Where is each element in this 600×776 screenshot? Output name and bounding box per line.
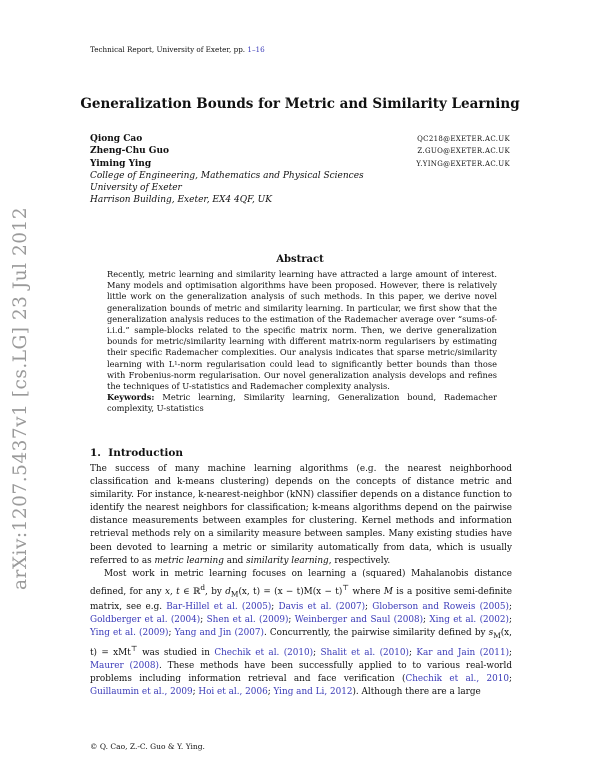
author-block [90, 133, 364, 207]
affiliation-line: University of Exeter [90, 183, 182, 194]
citation-link[interactable]: Maurer (2008) [90, 660, 159, 671]
citation-link[interactable]: Guillaumin et al., 2009 [90, 686, 193, 697]
citation-link[interactable]: Goldberger et al. (2004) [90, 614, 201, 625]
section-heading [90, 447, 183, 459]
keywords-text: Metric learning, Similarity learning, Generalization bound, Rademacher complexity, U-statistics [107, 392, 497, 414]
copyright-footer: © Q. Cao, Z.-C. Guo & Y. Ying. [90, 742, 205, 751]
page-range-link[interactable]: 1–16 [247, 45, 265, 54]
emphasis: similarity learning [246, 555, 329, 566]
citation-link[interactable]: Kar and Jain (2011) [416, 647, 510, 658]
author-email: Z.GUO@EXETER.AC.UK [417, 147, 510, 156]
keywords [107, 392, 497, 414]
author-name: Zheng-Chu Guo [90, 146, 170, 157]
citation-link[interactable]: Chechik et al., 2010 [405, 673, 510, 684]
author-name: Qiong Cao [90, 134, 143, 144]
citation-link[interactable]: Shen et al. (2009) [206, 614, 289, 625]
section-number: 1. [90, 447, 101, 459]
section-body [90, 463, 512, 699]
citation-link[interactable]: Chechik et al. (2010) [214, 647, 314, 658]
author-name: Yiming Ying [90, 158, 152, 169]
arxiv-identifier: arXiv:1207.5437v1 [cs.LG] 23 Jul 2012 [10, 206, 31, 590]
affiliation-line: College of Engineering, Mathematics and Physical Sciences [90, 170, 364, 181]
citation-link[interactable]: Yang and Jin (2007) [174, 627, 264, 638]
paragraph: The success of many machine learning algorithms (e.g. the nearest neighborhood classification and k-means clustering) depends on the concepts of distance metric and similarity. For instance, k-nearest-neighbor (kNN) classifier depends on a distance function to identify the nearest neighbors for classification; k-means algorithms depend on the pairwise distance measurements between examples for clustering. Kernel methods and information retrieval methods rely on a similarity measure between samples. Many existing studies have been devoted to learning a metric or similarity automatically from data, which is usually referred to as metric learning and similarity learning, respectively. [90, 464, 512, 566]
running-header: Technical Report, University of Exeter, pp. 1–16 [90, 45, 265, 54]
abstract-text: Recently, metric learning and similarity learning have attracted a large amount of interest. Many models and optimisation algorithms have been proposed. However, there is relatively little work on the generalization analysis of such methods. In this paper, we derive novel generalization bounds of metric and similarity learning. In particular, we first show that the generalization analysis reduces to the estimation of the Rademacher average over “sums-of-i.i.d.” sample-blocks related to the specific matrix norm. Then, we derive generalization bounds for metric/similarity learning with different matrix-norm regularisers by estimating their specific Rademacher complexities. Our analysis indicates that sparse metric/similarity learning with L¹-norm regularisation could lead to significantly better bounds than those with Frobenius-norm regularisation. Our novel generalization analysis develops and refines the techniques of U-statistics and Rademacher complexity analysis. [107, 269, 497, 392]
abstract-body [107, 269, 497, 415]
author-email: QC218@EXETER.AC.UK [417, 135, 510, 143]
affiliation-line: Harrison Building, Exeter, EX4 4QF, UK [90, 195, 272, 206]
emphasis: metric learning [154, 555, 224, 566]
citation-link[interactable]: Ying et al. (2009) [90, 627, 169, 638]
citation-link[interactable]: Shalit et al. (2010) [320, 647, 409, 658]
email-block [416, 133, 510, 170]
keywords-label: Keywords: [107, 392, 155, 403]
citation-link[interactable]: Hoi et al., 2006 [198, 686, 268, 697]
section-title: Introduction [108, 447, 184, 459]
author-email: Y.YING@EXETER.AC.UK [416, 159, 510, 168]
paper-title: Generalization Bounds for Metric and Similarity Learning [80, 96, 520, 112]
citation-link[interactable]: Weinberger and Saul (2008) [294, 614, 424, 625]
abstract-heading: Abstract [276, 254, 324, 265]
citation-link[interactable]: Xing et al. (2002) [429, 614, 509, 625]
citation-link[interactable]: Bar-Hillel et al. (2005) [166, 601, 272, 612]
citation-link[interactable]: Globerson and Roweis (2005) [372, 601, 510, 612]
citation-link[interactable]: Davis et al. (2007) [278, 601, 366, 612]
paragraph: Most work in metric learning focuses on learning a (squared) Mahalanobis distance defined, for any x, t ∈ ℝ$^d$, by $d_M(x$, t) = (x − t)M(x − t)⊤ where M is a positive semi-definite matrix, see e.g. Bar-Hillel et al. (2005); Davis et al. (2007); Globerson and Roweis (2005); Goldberger et al. (2004); Shen et al. (2009); Weinberger and Saul (2008); Xing et al. (2002); Ying et al. (2009); Yang and Jin (2007). Concurrently, the pairwise similarity defined by $s_M(x$, t) = xMt⊤ was studied in Chechik et al. (2010); Shalit et al. (2010); Kar and Jain (2011); Maurer (2008). These methods have been successfully applied to to various real-world problems including information retrieval and face verification (Chechik et al., 2010; Guillaumin et al., 2009; Hoi et al., 2006; Ying and Li, 2012). Although there are a large [90, 568, 512, 697]
citation-link[interactable]: Ying and Li, 2012 [273, 686, 353, 697]
